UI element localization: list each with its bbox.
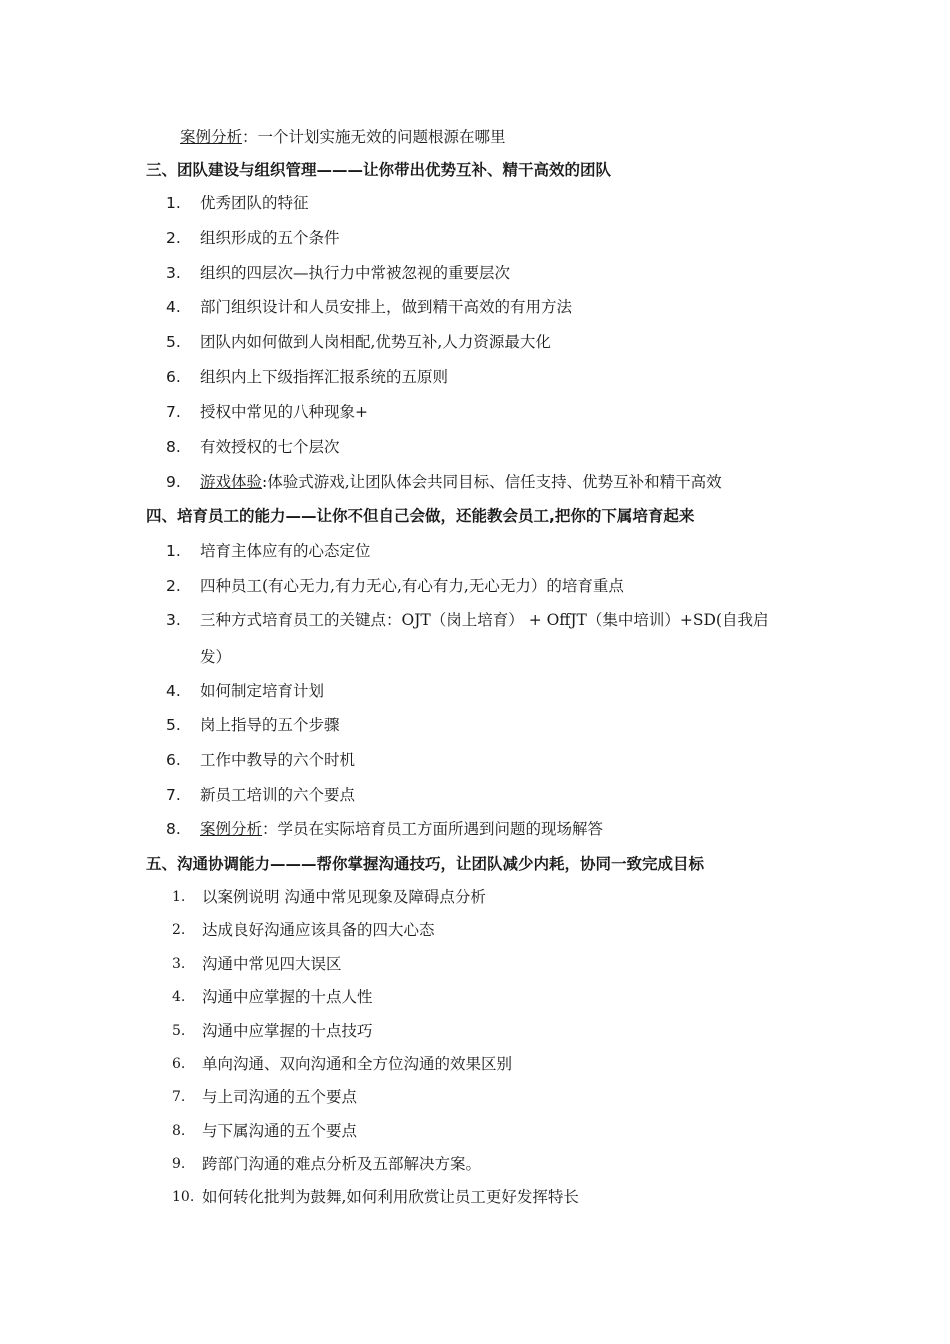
list-item [200, 472, 722, 492]
list-item-continuation: 发） [200, 648, 232, 666]
list-item-number: 4. [172, 989, 186, 1005]
list-item-number: 8. [166, 438, 181, 456]
list-item: 四种员工(有心无力,有力无心,有心有力,无心无力）的培育重点 [200, 577, 624, 595]
list-item: 工作中教导的六个时机 [200, 751, 356, 769]
list-item-number: 9. [172, 1156, 186, 1172]
list-item: 有效授权的七个层次 [200, 438, 340, 456]
list-item: 与下属沟通的五个要点 [202, 1122, 358, 1140]
section4-heading: 四、培育员工的能力——让你不但自己会做，还能教会员工,把你的下属培育起来 [146, 507, 695, 525]
list-item: 达成良好沟通应该具备的四大心态 [202, 921, 435, 939]
list-item: 培育主体应有的心态定位 [200, 542, 371, 560]
list-item: 单向沟通、双向沟通和全方位沟通的效果区别 [202, 1055, 513, 1073]
list-item-number: 3. [172, 956, 186, 972]
list-item-number: 3. [166, 611, 181, 629]
intro-line [180, 127, 506, 147]
list-item-number: 5. [172, 1023, 186, 1039]
list-item-number: 9. [166, 473, 181, 491]
list-item-number: 2. [172, 922, 186, 938]
intro-text: ：一个计划实施无效的问题根源在哪里 [242, 128, 506, 146]
list-item: 岗上指导的五个步骤 [200, 716, 340, 734]
list-item: 部门组织设计和人员安排上，做到精干高效的有用方法 [200, 298, 573, 316]
list-item: 新员工培训的六个要点 [200, 786, 356, 804]
list-item: 沟通中应掌握的十点人性 [202, 988, 373, 1006]
list-item-number: 6. [166, 751, 181, 769]
list-item-number: 10. [172, 1189, 195, 1205]
list-item-number: 7. [166, 403, 181, 421]
list-item: 沟通中应掌握的十点技巧 [202, 1022, 373, 1040]
list-item: 优秀团队的特征 [200, 194, 309, 212]
list-item-number: 1. [166, 194, 181, 212]
list-item-number: 2. [166, 229, 181, 247]
list-item-number: 6. [172, 1056, 186, 1072]
list-item: 团队内如何做到人岗相配,优势互补,人力资源最大化 [200, 333, 551, 351]
list-item: 组织形成的五个条件 [200, 229, 340, 247]
case-analysis-text: ：学员在实际培育员工方面所遇到问题的现场解答 [262, 820, 604, 838]
list-item: 与上司沟通的五个要点 [202, 1088, 358, 1106]
list-item-number: 7. [166, 786, 181, 804]
list-item-number: 1. [172, 889, 186, 905]
list-item: 授权中常见的八种现象+ [200, 403, 368, 421]
game-experience-text: :体验式游戏,让团队体会共同目标、信任支持、优势互补和精干高效 [262, 473, 722, 491]
case-analysis-label: 案例分析 [200, 820, 263, 838]
list-item-number: 3. [166, 264, 181, 282]
list-item-number: 5. [166, 716, 181, 734]
list-item [200, 819, 603, 839]
list-item: 如何转化批判为鼓舞,如何利用欣赏让员工更好发挥特长 [202, 1188, 579, 1206]
list-item: 以案例说明 沟通中常见现象及障碍点分析 [202, 888, 486, 906]
list-item-number: 4. [166, 298, 181, 316]
list-item-number: 7. [172, 1089, 186, 1105]
list-item: 如何制定培育计划 [200, 682, 325, 700]
list-item: 组织的四层次—执行力中常被忽视的重要层次 [200, 264, 511, 282]
list-item-number: 1. [166, 542, 181, 560]
section3-heading: 三、团队建设与组织管理———让你带出优势互补、精干高效的团队 [146, 161, 612, 179]
section5-heading: 五、沟通协调能力———帮你掌握沟通技巧，让团队减少内耗，协同一致完成目标 [146, 855, 705, 873]
list-item-number: 8. [166, 820, 181, 838]
list-item-number: 6. [166, 368, 181, 386]
list-item: 沟通中常见四大误区 [202, 955, 342, 973]
list-item-number: 5. [166, 333, 181, 351]
intro-label: 案例分析 [180, 128, 243, 146]
list-item-number: 4. [166, 682, 181, 700]
list-item: 组织内上下级指挥汇报系统的五原则 [200, 368, 449, 386]
list-item: 跨部门沟通的难点分析及五部解决方案。 [202, 1155, 482, 1173]
list-item: 三种方式培育员工的关键点：OJT（岗上培育） + OffJT（集中培训）+SD(自我启 [200, 611, 769, 629]
game-experience-label: 游戏体验 [200, 473, 263, 491]
list-item-number: 2. [166, 577, 181, 595]
list-item-number: 8. [172, 1123, 186, 1139]
